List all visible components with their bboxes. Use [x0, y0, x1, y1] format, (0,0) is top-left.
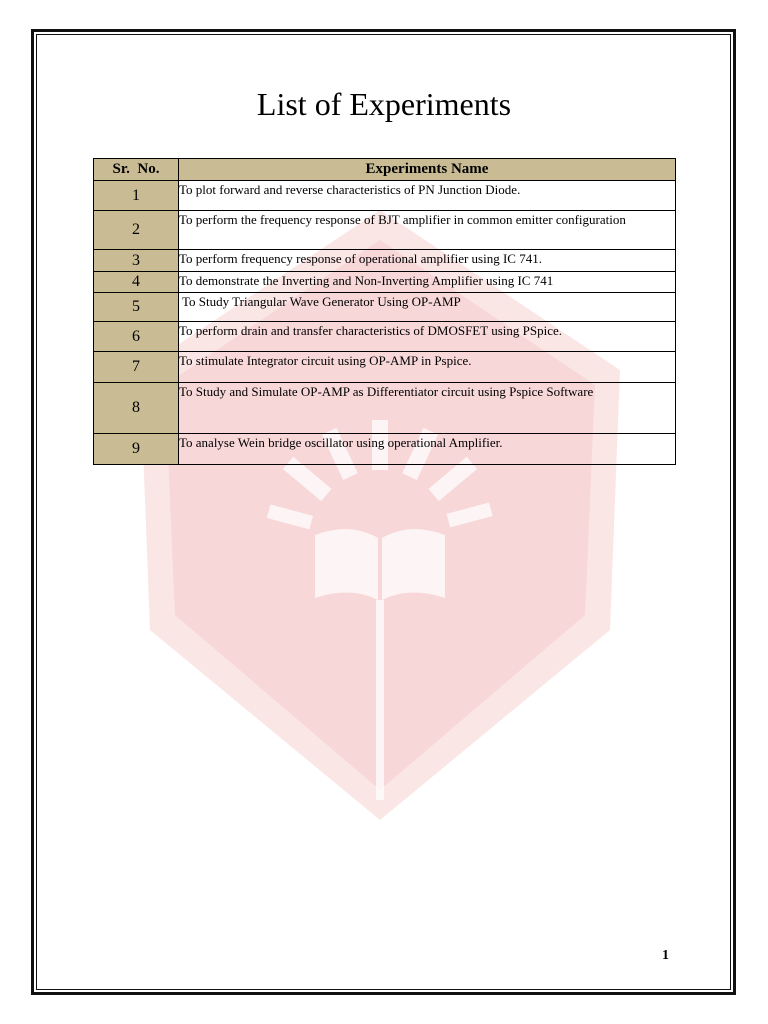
table-row — [94, 352, 676, 383]
page-number: 1 — [662, 948, 669, 963]
experiment-name: To demonstrate the Inverting and Non-Inverting Amplifier using IC 741 — [179, 272, 676, 293]
table-header-row — [94, 159, 676, 181]
page-title: List of Experiments — [256, 86, 512, 122]
row-number: 2 — [94, 211, 179, 250]
table-row — [94, 383, 676, 434]
table-row — [94, 434, 676, 465]
table-row — [94, 322, 676, 352]
experiment-name: To analyse Wein bridge oscillator using operational Amplifier. — [179, 434, 676, 465]
table-row — [94, 293, 676, 322]
header-experiments-name: Experiments Name — [179, 159, 676, 181]
experiment-name: To Study Triangular Wave Generator Using OP-AMP — [179, 293, 676, 322]
row-number: 4 — [94, 272, 179, 293]
row-number: 1 — [94, 181, 179, 211]
table-row — [94, 211, 676, 250]
row-number: 7 — [94, 352, 179, 383]
experiment-name: To Study and Simulate OP-AMP as Differentiator circuit using Pspice Software — [179, 383, 676, 434]
row-number: 6 — [94, 322, 179, 352]
experiment-name: To perform drain and transfer characteristics of DMOSFET using PSpice. — [179, 322, 676, 352]
experiment-name: To perform the frequency response of BJT amplifier in common emitter configuration — [179, 211, 676, 250]
row-number: 5 — [94, 293, 179, 322]
row-number: 3 — [94, 250, 179, 272]
experiment-name: To plot forward and reverse characteristics of PN Junction Diode. — [179, 181, 676, 211]
row-number: 8 — [94, 383, 179, 434]
table-row — [94, 272, 676, 293]
header-sr-no: Sr. No. — [94, 159, 179, 181]
table-row — [94, 181, 676, 211]
experiment-name: To stimulate Integrator circuit using OP-AMP in Pspice. — [179, 352, 676, 383]
experiments-table — [93, 158, 676, 465]
experiment-name: To perform frequency response of operational amplifier using IC 741. — [179, 250, 676, 272]
row-number: 9 — [94, 434, 179, 465]
table-row — [94, 250, 676, 272]
